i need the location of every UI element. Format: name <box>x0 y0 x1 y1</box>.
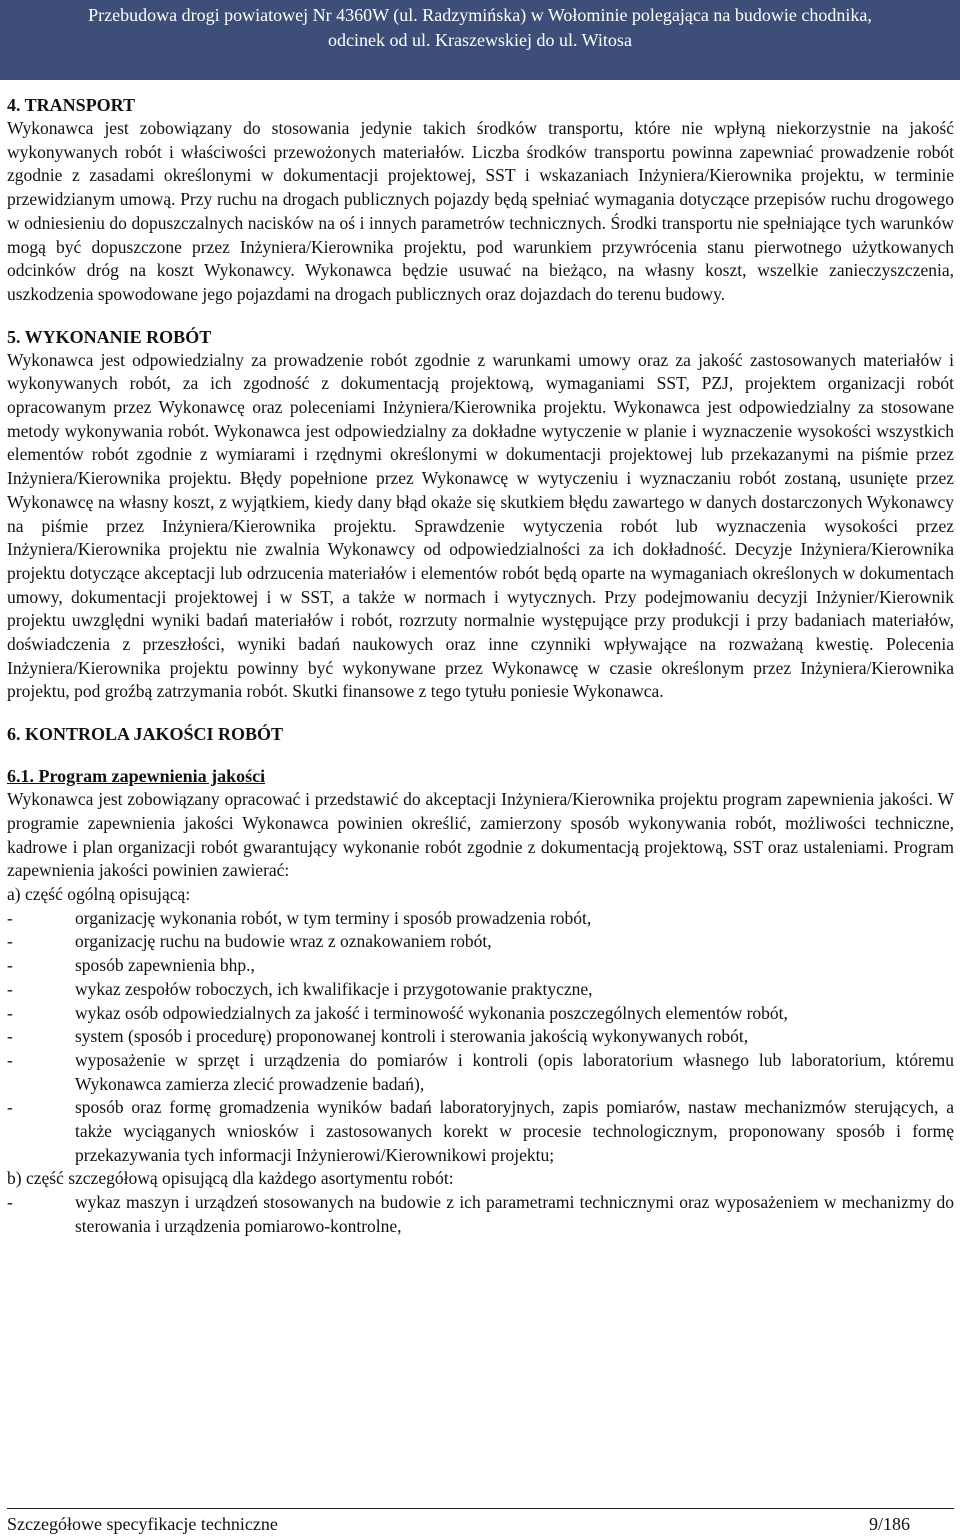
list-item: - system (sposób i procedurę) proponowanej kontroli i sterowania jakością wykonywanych robót, <box>7 1026 749 1047</box>
header-title-line2: odcinek od ul. Kraszewskiej do ul. Witosa <box>328 30 632 50</box>
document-body <box>7 93 954 1239</box>
list-item: - sposób zapewnienia bhp., <box>7 955 255 976</box>
list-item: - wykaz osób odpowiedzialnych za jakość i terminowość wykonania poszczególnych elementów robót, <box>7 1002 788 1023</box>
page-number: 9/186 <box>868 1514 910 1534</box>
list-item: - wykaz zespołów roboczych, ich kwalifikacje i przygotowanie praktyczne, <box>7 978 593 999</box>
works-paragraph: Wykonawca jest odpowiedzialny za prowadzenie robót zgodnie z warunkami umowy oraz za jakość zastosowanych materiałów i wykonywanych robót, za ich zgodność z dokumentacją projektową, wymaganiami SST, PZJ, projektem organizacji robót opracowanym przez Wykonawcę oraz poleceniami Inżyniera/Kierownika projektu. Wykonawca jest odpowiedzialny za stosowane metody wykonywania robót. Wykonawca jest odpowiedzialny za dokładne wytyczenie w planie i wyznaczenie wysokości wszystkich elementów robót zgodnie z wymiarami i rzędnymi określonymi w dokumentacji projektowej lub przekazanymi na piśmie przez Inżyniera/Kierownika projektu. Błędy popełnione przez Wykonawcę w wytyczeniu i wyznaczaniu robót zostaną, usunięte przez Wykonawcę na własny koszt, z wyjątkiem, kiedy dany błąd okaże się skutkiem błędu zawartego w danych dostarczonych Wykonawcy na piśmie przez Inżyniera/Kierownika projektu. Sprawdzenie wytyczenia robót lub wyznaczenia wysokości przez Inżyniera/Kierownika projektu nie zwalnia Wykonawcy od odpowiedzialności za ich dokładność. Decyzje Inżyniera/Kierownika projektu dotyczące akceptacji lub odrzucenia materiałów i elementów robót będą oparte na wymaganiach określonych w dokumentach umowy, dokumentacji projektowej i w SST, a także w normach i wytycznych. Przy podejmowaniu decyzji Inżynier/Kierownik projektu uwzględni wyniki badań materiałów i robót, rozrzuty normalnie występujące przy produkcji i przy badaniach materiałów, doświadczenia z przeszłości, wyniki badań naukowych oraz inne czynniki wpływające na rozważaną kwestię. Polecenia Inżyniera/Kierownika projektu powinny być wykonywane przez Wykonawcę w czasie określonym przez Inżyniera/Kierownika projektu, pod groźbą zatrzymania robót. Skutki finansowe z tego tytułu poniesie Wykonawca. <box>7 349 954 702</box>
part-a-label: a) część ogólną opisującą: <box>7 883 191 904</box>
part-a-list <box>7 907 954 1168</box>
part-b-list <box>7 1191 954 1238</box>
list-item: - wyposażenie w sprzęt i urządzenia do pomiarów i kontroli (opis laboratorium własnego lub laboratorium, któremu Wykonawca zamierza zlecić prowadzenie badań), <box>7 1049 954 1094</box>
program-heading: 6.1. Program zapewnienia jakości <box>7 766 266 787</box>
transport-paragraph: Wykonawca jest zobowiązany do stosowania jedynie takich środków transportu, które nie wpłyną niekorzystnie na jakość wykonywanych robót i właściwości przewożonych materiałów. Liczba środków transportu powinna zapewniać prowadzenie robót zgodnie z zasadami określonymi w dokumentacji projektowej, SST i wskazaniach Inżyniera/Kierownika projektu, w terminie przewidzianym umową. Przy ruchu na drogach publicznych pojazdy będą spełniać wymagania dotyczące przepisów ruchu drogowego w odniesieniu do dopuszczalnych nacisków na oś i innych parametrów technicznych. Środki transportu nie spełniające tych warunków mogą być dopuszczone przez Inżyniera/Kierownika projektu, pod warunkiem przywrócenia stanu pierwotnego użytkowanych odcinków dróg na koszt Wykonawcy. Wykonawca będzie usuwać na bieżąco, na własny koszt, wszelkie zanieczyszczenia, uszkodzenia spowodowane jego pojazdami na drogach publicznych oraz dojazdach do terenu budowy. <box>7 118 954 304</box>
list-item: - organizację ruchu na budowie wraz z oznakowaniem robót, <box>7 931 492 952</box>
document-header <box>0 0 960 80</box>
document-footer <box>7 1508 954 1535</box>
header-title-line1: Przebudowa drogi powiatowej Nr 4360W (ul. Radzymińska) w Wołominie polegająca na budowie chodnika, <box>88 5 872 25</box>
list-item: - wykaz maszyn i urządzeń stosowanych na budowie z ich parametrami technicznymi oraz wyposażeniem w mechanizmy do sterowania i urządzenia pomiarowo-kontrolne, <box>7 1192 954 1236</box>
works-heading: 5. WYKONANIE ROBÓT <box>7 326 212 347</box>
list-item: - organizację wykonania robót, w tym terminy i sposób prowadzenia robót, <box>7 907 592 928</box>
quality-heading: 6. KONTROLA JAKOŚCI ROBÓT <box>7 724 284 745</box>
transport-heading: 4. TRANSPORT <box>7 95 136 115</box>
program-paragraph: Wykonawca jest zobowiązany opracować i przedstawić do akceptacji Inżyniera/Kierownika projektu program zapewnienia jakości. W programie zapewnienia jakości Wykonawca powinien określić, zamierzony sposób wykonywania robót, możliwości techniczne, kadrowe i plan organizacji robót gwarantujący wykonanie robót zgodnie z dokumentacją projektową, SST oraz ustaleniami. Program zapewnienia jakości powinien zawierać: <box>7 789 954 881</box>
footer-document-title: Szczegółowe specyfikacje techniczne <box>7 1514 278 1534</box>
part-b-label: b) część szczegółową opisującą dla każdego asortymentu robót: <box>7 1168 454 1189</box>
list-item: - sposób oraz formę gromadzenia wyników badań laboratoryjnych, zapis pomiarów, nastaw mechanizmów sterujących, a także wyciąganych wniosków i zastosowanych korekt w procesie technologicznym, proponowany sposób i formę przekazywania tych informacji Inżynierowi/Kierownikowi projektu; <box>7 1097 954 1165</box>
